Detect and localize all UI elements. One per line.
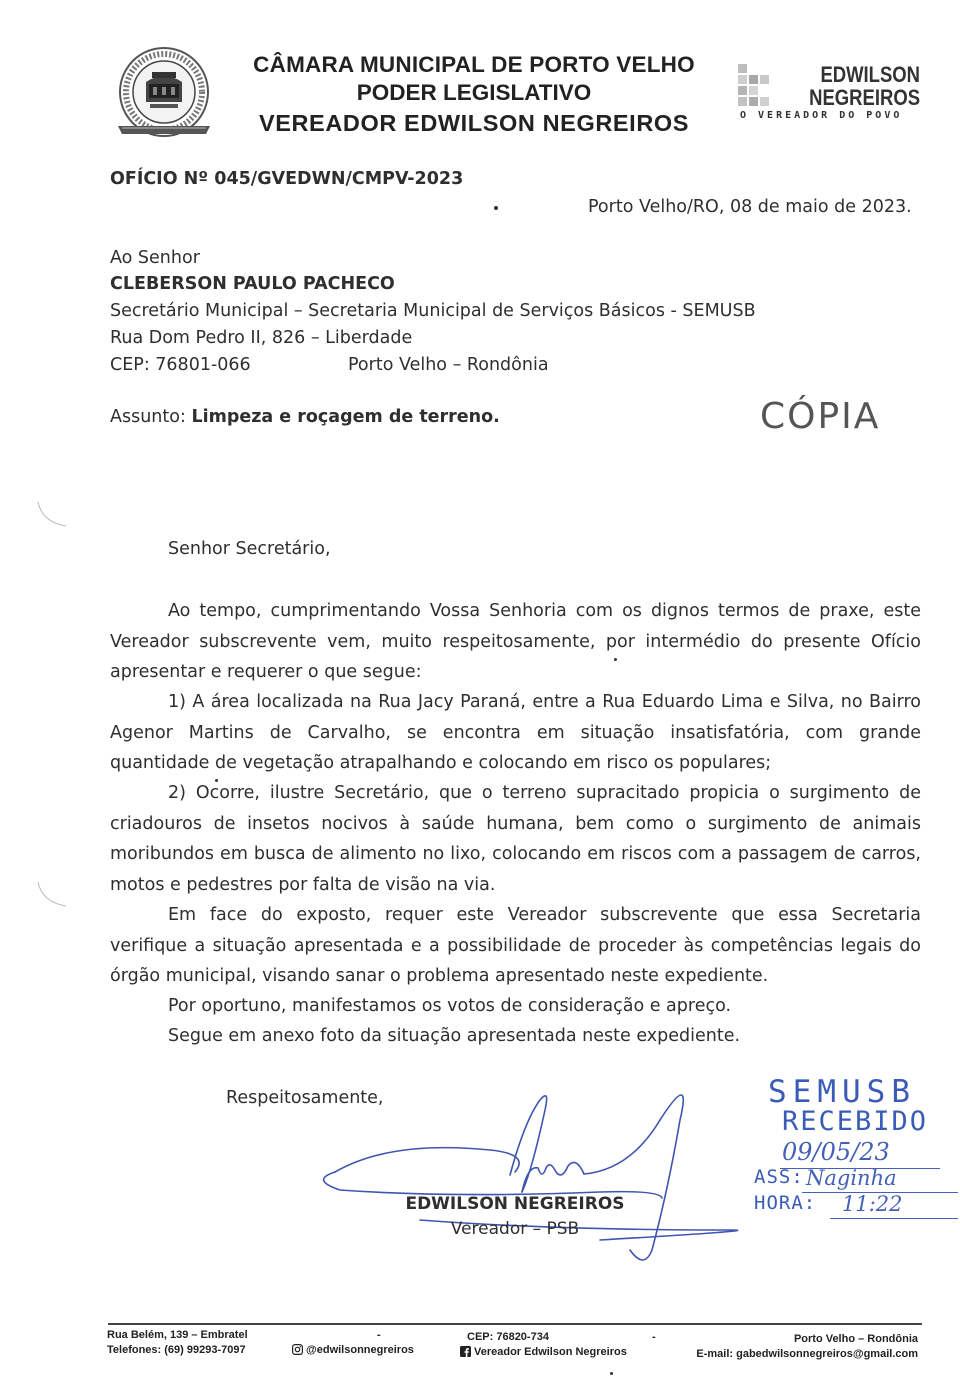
recipient-cep: CEP: 76801-066 — [110, 355, 251, 375]
footer-divider — [108, 1323, 922, 1325]
brand-grid-icon — [738, 64, 770, 112]
document-number: OFÍCIO Nº 045/GVEDWN/CMPV-2023 — [110, 169, 464, 189]
scan-speck — [614, 658, 617, 661]
recipient-city: Porto Velho – Rondônia — [348, 355, 549, 375]
signer-name: EDWILSON NEGREIROS — [405, 1194, 625, 1214]
scan-paper-curl — [36, 500, 70, 530]
body-paragraph-request: Em face do exposto, requer este Vereador subscrevente que essa Secretaria verifique a situação apresentada e a possibilidade de proceder às competências legais do órgão municipal, visando sanar o problema apresentado neste expediente. — [110, 905, 921, 986]
instagram-icon — [292, 1344, 303, 1355]
office-name: VEREADOR EDWILSON NEGREIROS — [258, 110, 690, 136]
stamp-org: SEMUSB — [768, 1074, 916, 1110]
stamp-hora-label: HORA: — [754, 1192, 817, 1214]
municipal-crest-icon — [112, 44, 216, 142]
footer-instagram — [292, 1343, 414, 1357]
scan-speck — [215, 779, 218, 782]
footer-phone: Telefones: (69) 99293-7097 — [107, 1344, 246, 1356]
signer-title: Vereador – PSB — [450, 1219, 580, 1239]
footer-email: E-mail: gabedwilsonnegreiros@gmail.com — [696, 1348, 918, 1360]
footer-separator-2: - — [652, 1331, 656, 1343]
facebook-icon — [460, 1346, 471, 1357]
scan-speck — [610, 1372, 613, 1375]
recipient-name: CLEBERSON PAULO PACHECO — [110, 274, 395, 294]
footer-facebook — [460, 1345, 627, 1359]
brand-tagline: O VEREADOR DO POVO — [740, 110, 903, 121]
footer-address: Rua Belém, 139 – Embratel — [107, 1329, 248, 1341]
body-paragraph-intro: Ao tempo, cumprimentando Vossa Senhoria com os dignos termos de praxe, este Vereador subscrevente vem, muito respeitosamente, por intermédio do presente Ofício apresentar e requerer o que segue: — [110, 601, 921, 682]
footer-city: Porto Velho – Rondônia — [793, 1333, 918, 1345]
body-paragraph-attachment: Segue em anexo foto da situação apresentada neste expediente. — [168, 1026, 741, 1046]
body-paragraph-regards: Por oportuno, manifestamos os votos de consideração e apreço. — [168, 996, 732, 1016]
footer-facebook-page: Vereador Edwilson Negreiros — [474, 1346, 627, 1358]
stamp-hora-underline — [830, 1218, 958, 1219]
institution-name: CÂMARA MUNICIPAL DE PORTO VELHO — [253, 52, 695, 77]
branch-name: PODER LEGISLATIVO — [356, 80, 592, 105]
scan-speck — [494, 206, 498, 210]
footer-cep: CEP: 76820-734 — [467, 1331, 549, 1343]
subject-label: Assunto: — [110, 407, 186, 427]
brand-first-name: EDWILSON — [820, 62, 920, 87]
body-paragraph-item-1: 1) A área localizada na Rua Jacy Paraná, entre a Rua Eduardo Lima e Silva, no Bairro Agenor Martins de Carvalho, se encontra em situação insatisfatória, com grande quantidade de vegetação atrapalhando e colocando em risco os populares; — [110, 692, 921, 773]
brand-last-name: NEGREIROS — [809, 85, 920, 110]
handwritten-signature — [300, 1080, 760, 1275]
recipient-address: Rua Dom Pedro II, 826 – Liberdade — [110, 328, 413, 348]
letterhead-title-block — [232, 50, 716, 139]
subject-line — [110, 404, 500, 430]
scan-paper-curl — [36, 880, 70, 910]
stamp-status: RECEBIDO — [782, 1106, 929, 1137]
place-date: Porto Velho/RO, 08 de maio de 2023. — [588, 197, 912, 217]
recipient-role: Secretário Municipal – Secretaria Municipal de Serviços Básicos - SEMUSB — [110, 301, 756, 321]
body-paragraph-item-2: 2) Ocorre, ilustre Secretário, que o terreno supracitado propicia o surgimento de criadouros de insetos nocivos à saúde humana, bem como o surgimento de animais moribundos em busca de alimento no lixo, colocando em riscos com a passagem de carros, motos e pedestres por falta de visão na via. — [110, 783, 921, 895]
copy-mark: CÓPIA — [760, 396, 881, 437]
stamp-ass-value: Naginha — [806, 1166, 897, 1190]
recipient-salutation: Ao Senhor — [110, 248, 200, 268]
stamp-ass-label: ASS: — [754, 1166, 804, 1188]
subject-text: Limpeza e roçagem de terreno. — [191, 407, 500, 427]
stamp-date: 09/05/23 — [782, 1138, 890, 1166]
stamp-hora-value: 11:22 — [842, 1192, 903, 1216]
signer-block — [380, 1192, 650, 1242]
footer-instagram-handle: @edwilsonnegreiros — [306, 1344, 414, 1356]
receipt-stamp — [752, 1072, 960, 1232]
brand-logo — [738, 60, 922, 130]
closing: Respeitosamente, — [226, 1088, 384, 1108]
footer-separator-1: - — [377, 1329, 381, 1341]
brand-name — [809, 63, 920, 109]
greeting: Senhor Secretário, — [168, 539, 331, 559]
